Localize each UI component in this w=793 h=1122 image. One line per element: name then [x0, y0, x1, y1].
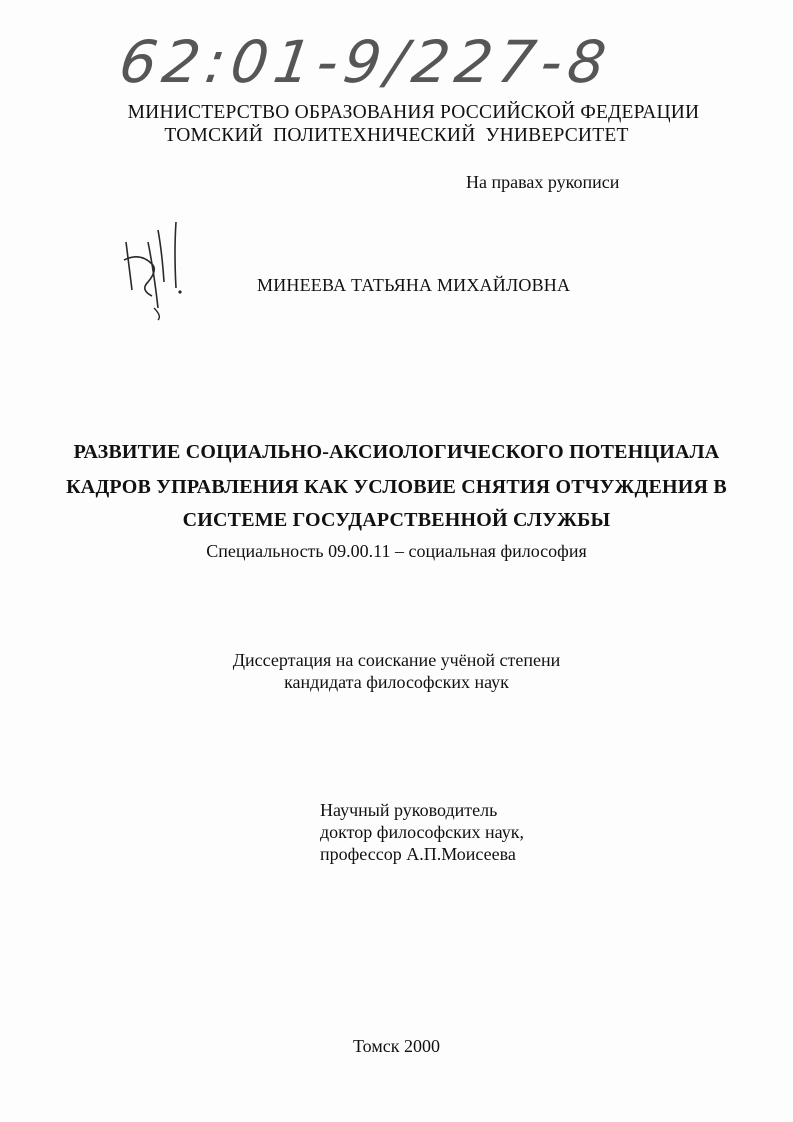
- city-year: Томск 2000: [353, 1036, 440, 1056]
- specialty-line: Специальность 09.00.11 – социальная философия: [206, 541, 587, 561]
- ministry-header: МИНИСТЕРСТВО ОБРАЗОВАНИЯ РОССИЙСКОЙ ФЕДЕРАЦИИ: [127, 102, 700, 123]
- advisor-degree: доктор философских наук,: [320, 822, 524, 842]
- rights-note: На правах рукописи: [466, 172, 620, 192]
- title-line-2: КАДРОВ УПРАВЛЕНИЯ КАК УСЛОВИЕ СНЯТИЯ ОТЧУЖДЕНИЯ В: [66, 476, 727, 498]
- author-name: МИНЕЕВА ТАТЬЯНА МИХАЙЛОВНА: [257, 275, 571, 295]
- dissertation-line-1: Диссертация на соискание учёной степени: [232, 650, 561, 670]
- handwritten-registration-stamp: 62:01-9/227-8: [115, 28, 616, 96]
- advisor-name: профессор А.П.Моисеева: [320, 844, 516, 864]
- university-header: ТОМСКИЙ ПОЛИТЕХНИЧЕСКИЙ УНИВЕРСИТЕТ: [164, 125, 629, 146]
- advisor-role: Научный руководитель: [320, 800, 498, 820]
- handwritten-signature-icon: [118, 212, 198, 322]
- title-line-3: СИСТЕМЕ ГОСУДАРСТВЕННОЙ СЛУЖБЫ: [182, 509, 611, 531]
- title-line-1: РАЗВИТИЕ СОЦИАЛЬНО-АКСИОЛОГИЧЕСКОГО ПОТЕНЦИАЛА: [73, 441, 720, 463]
- dissertation-line-2: кандидата философских наук: [284, 672, 509, 692]
